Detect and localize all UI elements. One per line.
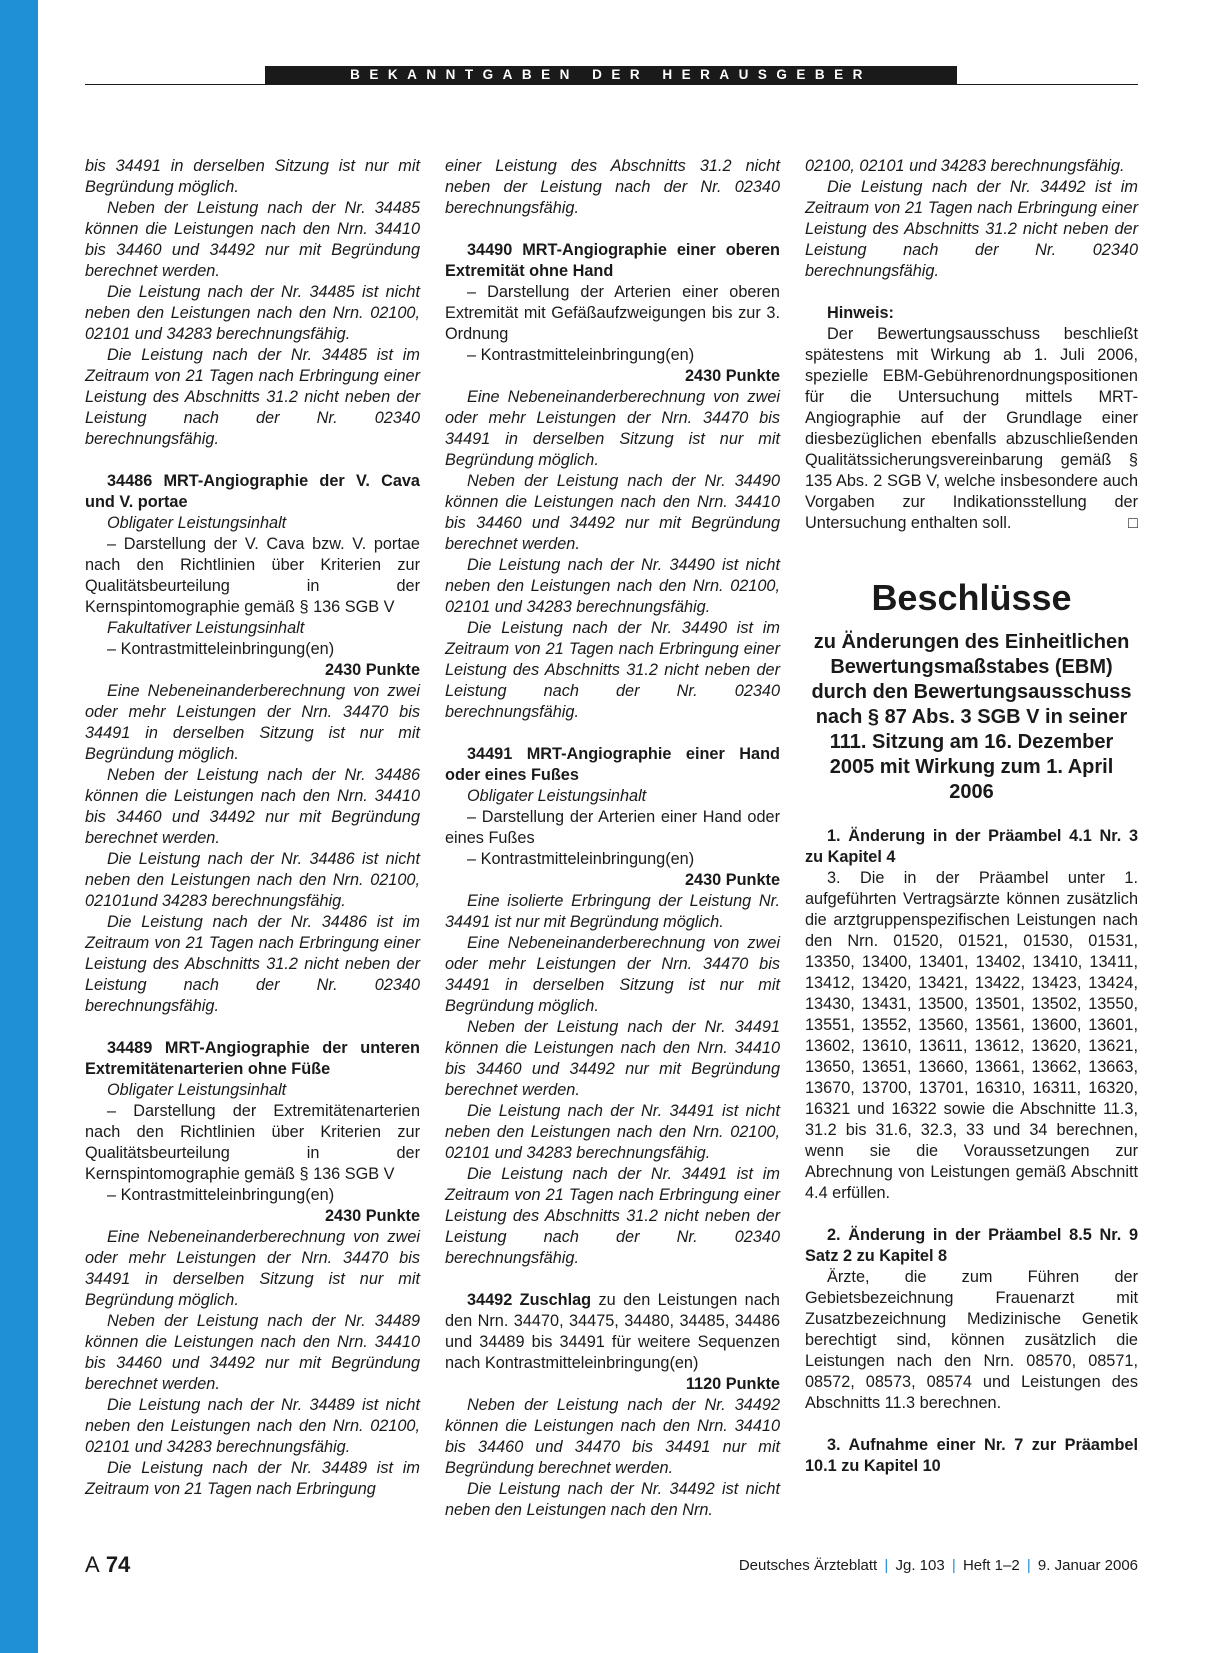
paragraph: Die Leistung nach der Nr. 34485 ist im Zeitraum von 21 Tagen nach Erbringung einer Leistung des Abschnitts 31.2 nicht neben der Leistung nach der Nr. 02340 berechnungsfähig. [85,346,420,448]
paragraph: – Darstellung der Extremitätenarterien nach den Richtlinien über Kriterien zur Qualitätsbeurteilung in der Kernspintomographie gemäß § 136 SGB V [85,1102,420,1183]
section-header: BEKANNTGABEN DER HERAUSGEBER [265,66,957,84]
section-heading-3: 3. Aufnahme einer Nr. 7 zur Präambel 10.1 zu Kapitel 10 [805,1436,1138,1475]
paragraph: Eine isolierte Erbringung der Leistung Nr. 34491 ist nur mit Begründung möglich. [445,892,780,931]
section-heading-2: 2. Änderung in der Präambel 8.5 Nr. 9 Satz 2 zu Kapitel 8 [805,1226,1138,1265]
section-heading-34492: 34492 Zuschlag [467,1291,592,1309]
paragraph: Die Leistung nach der Nr. 34486 ist nicht neben den Leistungen nach den Nrn. 02100, 02101und 34283 berechnungsfähig. [85,850,420,910]
paragraph: Eine Nebeneinanderberechnung von zwei oder mehr Leistungen der Nrn. 34470 bis 34491 in derselben Sitzung ist nur mit Begründung möglich. [85,1228,420,1309]
column-2 [445,156,780,1521]
paragraph: Die Leistung nach der Nr. 34490 ist im Zeitraum von 21 Tagen nach Erbringung einer Leistung des Abschnitts 31.2 nicht neben der Leistung nach der Nr. 02340 berechnungsfähig. [445,619,780,721]
paragraph: – Kontrastmitteleinbringung(en) [107,1186,335,1204]
paragraph: – Darstellung der V. Cava bzw. V. portae nach den Richtlinien über Kriterien zur Qualitätsbeurteilung in der Kernspintomographie gemäß § 136 SGB V [85,535,420,616]
section-heading-34489: 34489 MRT-Angiographie der unteren Extremitätenarterien ohne Füße [85,1039,420,1078]
blue-sidebar-stripe [0,0,38,1653]
points-value: 2430 Punkte [684,367,780,385]
paragraph-34492 [445,1290,780,1374]
separator: | [884,1557,889,1574]
journal-issue: Heft 1–2 [962,1557,1020,1574]
page-number [85,1552,130,1578]
points-value: 2430 Punkte [684,871,780,889]
paragraph: Die Leistung nach der Nr. 34489 ist nicht neben den Leistungen nach den Nrn. 02100, 02101 und 34283 berechnungsfähig. [85,1396,420,1456]
paragraph: Die Leistung nach der Nr. 34491 ist im Zeitraum von 21 Tagen nach Erbringung einer Leistung des Abschnitts 31.2 nicht neben der Leistung nach der Nr. 02340 berechnungsfähig. [445,1165,780,1267]
paragraph: – Kontrastmitteleinbringung(en) [107,640,335,658]
separator: | [1026,1557,1031,1574]
separator: | [951,1557,956,1574]
paragraph: – Darstellung der Arterien einer oberen Extremität mit Gefäßaufzweigungen bis zur 3. Ordnung [445,283,780,343]
points-value: 1120 Punkte [685,1375,780,1393]
paragraph: Eine Nebeneinanderberechnung von zwei oder mehr Leistungen der Nrn. 34470 bis 34491 in derselben Sitzung ist nur mit Begründung möglich. [445,388,780,469]
hinweis-text: Der Bewertungsausschuss beschließt spätestens mit Wirkung ab 1. Juli 2006, spezielle EBM-Gebührenordnungspositionen für die Untersuchung mittels MRT-Angiographie auf der Grundlage einer diesbezüglichen ebenfalls abzuschließenden Qualitätssicherungsvereinbarung gemäß § 135 Abs. 2 SGB V, welche insbesondere auch Vorgaben zur Indikationsstellung der Untersuchung enthalten soll. [805,325,1138,532]
paragraph: Die Leistung nach der Nr. 34489 ist im Zeitraum von 21 Tagen nach Erbringung [85,1459,420,1498]
paragraph: Neben der Leistung nach der Nr. 34490 können die Leistungen nach den Nrn. 34410 bis 34460 und 34492 nur mit Begründung berechnet werden. [445,472,780,553]
section-heading-34490: 34490 MRT-Angiographie einer oberen Extremität ohne Hand [445,241,780,280]
hinweis-heading: Hinweis: [827,304,894,322]
journal-date: 9. Januar 2006 [1037,1557,1138,1574]
paragraph-text: zu den Leistungen nach den Nrn. 34470, 34475, 34480, 34485, 34486 und 34489 bis 34491 für weitere Sequenzen nach Kontrastmitteleinbringung(en) [445,1291,780,1372]
paragraph: Neben der Leistung nach der Nr. 34491 können die Leistungen nach den Nrn. 34410 bis 34460 und 34492 nur mit Begründung berechnet werden. [445,1018,780,1099]
paragraph: Die Leistung nach der Nr. 34492 ist nicht neben den Leistungen nach den Nrn. [445,1480,780,1519]
beschluesse-title: Beschlüsse [871,577,1072,618]
journal-citation [739,1557,1138,1574]
column-1 [85,156,420,1500]
label-obligater-leistungsinhalt: Obligater Leistungsinhalt [107,1081,287,1099]
paragraph: Neben der Leistung nach der Nr. 34492 können die Leistungen nach den Nrn. 34410 bis 34460 und 34470 bis 34491 nur mit Begründung berechnet werden. [445,1396,780,1477]
page-prefix: A [85,1552,100,1577]
paragraph: Die Leistung nach der Nr. 34486 ist im Zeitraum von 21 Tagen nach Erbringung einer Leistung des Abschnitts 31.2 nicht neben der Leistung nach der Nr. 02340 berechnungsfähig. [85,913,420,1015]
section-heading-34486: 34486 MRT-Angiographie der V. Cava und V. portae [85,472,420,511]
paragraph: Die Leistung nach der Nr. 34492 ist im Zeitraum von 21 Tagen nach Erbringung einer Leistung des Abschnitts 31.2 nicht neben der Leistung nach der Nr. 02340 berechnungsfähig. [805,178,1138,280]
section-heading-1: 1. Änderung in der Präambel 4.1 Nr. 3 zu Kapitel 4 [805,827,1138,866]
label-obligater-leistungsinhalt: Obligater Leistungsinhalt [107,514,287,532]
paragraph: einer Leistung des Abschnitts 31.2 nicht neben der Leistung nach der Nr. 02340 berechnungsfähig. [445,157,780,217]
paragraph: – Kontrastmitteleinbringung(en) [467,346,695,364]
journal-name: Deutsches Ärzteblatt [738,1557,878,1574]
beschluesse-subtitle: zu Änderungen des Einheitlichen Bewertungsmaßstabes (EBM) durch den Bewertungsausschuss nach § 87 Abs. 3 SGB V in seiner 111. Sitzung am 16. Dezember 2005 mit Wirkung zum 1. April 2006 [811,631,1132,803]
paragraph: Neben der Leistung nach der Nr. 34485 können die Leistungen nach den Nrn. 34410 bis 34460 und 34492 nur mit Begründung berechnet werden. [85,199,420,280]
paragraph: Die Leistung nach der Nr. 34490 ist nicht neben den Leistungen nach den Nrn. 02100, 02101 und 34283 berechnungsfähig. [445,556,780,616]
paragraph: 02100, 02101 und 34283 berechnungsfähig. [805,157,1125,175]
paragraph: Neben der Leistung nach der Nr. 34489 können die Leistungen nach den Nrn. 34410 bis 34460 und 34492 nur mit Begründung berechnet werden. [85,1312,420,1393]
journal-volume: Jg. 103 [895,1557,945,1574]
paragraph: Eine Nebeneinanderberechnung von zwei oder mehr Leistungen der Nrn. 34470 bis 34491 in derselben Sitzung ist nur mit Begründung möglich. [85,682,420,763]
paragraph: Die Leistung nach der Nr. 34491 ist nicht neben den Leistungen nach den Nrn. 02100, 02101 und 34283 berechnungsfähig. [445,1102,780,1162]
paragraph: Neben der Leistung nach der Nr. 34486 können die Leistungen nach den Nrn. 34410 bis 34460 und 34492 nur mit Begründung berechnet werden. [85,766,420,847]
header-rule [85,84,1138,85]
page-number-value: 74 [105,1552,131,1577]
column-3 [805,156,1138,1477]
label-obligater-leistungsinhalt: Obligater Leistungsinhalt [467,787,647,805]
points-value: 2430 Punkte [324,661,420,679]
label-fakultativer-leistungsinhalt: Fakultativer Leistungsinhalt [107,619,305,637]
section-heading-34491: 34491 MRT-Angiographie einer Hand oder eines Fußes [445,745,780,784]
paragraph: Ärzte, die zum Führen der Gebietsbezeichnung Frauenarzt mit Zusatzbezeichnung Medizinische Genetik berechtigt sind, können zusätzlich die Leistungen nach den Nrn. 08570, 08571, 08572, 08573, 08574 und Leistungen des Abschnitts 11.3 berechnen. [805,1268,1138,1412]
paragraph: – Kontrastmitteleinbringung(en) [467,850,695,868]
points-value: 2430 Punkte [324,1207,420,1225]
paragraph: Eine Nebeneinanderberechnung von zwei oder mehr Leistungen der Nrn. 34470 bis 34491 in derselben Sitzung ist nur mit Begründung möglich. [445,934,780,1015]
end-mark-icon: □ [1128,514,1138,532]
hinweis-paragraph [805,324,1138,534]
paragraph: Die Leistung nach der Nr. 34485 ist nicht neben den Leistungen nach den Nrn. 02100, 02101 und 34283 berechnungsfähig. [85,283,420,343]
paragraph: – Darstellung der Arterien einer Hand oder eines Fußes [445,808,780,847]
paragraph: bis 34491 in derselben Sitzung ist nur mit Begründung möglich. [85,157,420,196]
paragraph: 3. Die in der Präambel unter 1. aufgeführten Vertragsärzte können zusätzlich die arztgruppenspezifischen Leistungen nach den Nrn. 01520, 01521, 01530, 01531, 13350, 13400, 13401, 13402, 13410, 13411, 13412, 13420, 13421, 13422, 13423, 13424, 13430, 13431, 13500, 13501, 13502, 13550, 13551, 13552, 13560, 13561, 13600, 13601, 13602, 13610, 13611, 13612, 13620, 13621, 13650, 13651, 13660, 13661, 13662, 13663, 13670, 13700, 13701, 16310, 16311, 16320, 16321 und 16322 sowie die Abschnitte 11.3, 31.2 bis 31.6, 32.3, 33 und 34 berechnen, wenn sie die Voraussetzungen zur Abrechnung von Leistungen gemäß Abschnitt 4.4 erfüllen. [805,869,1138,1202]
